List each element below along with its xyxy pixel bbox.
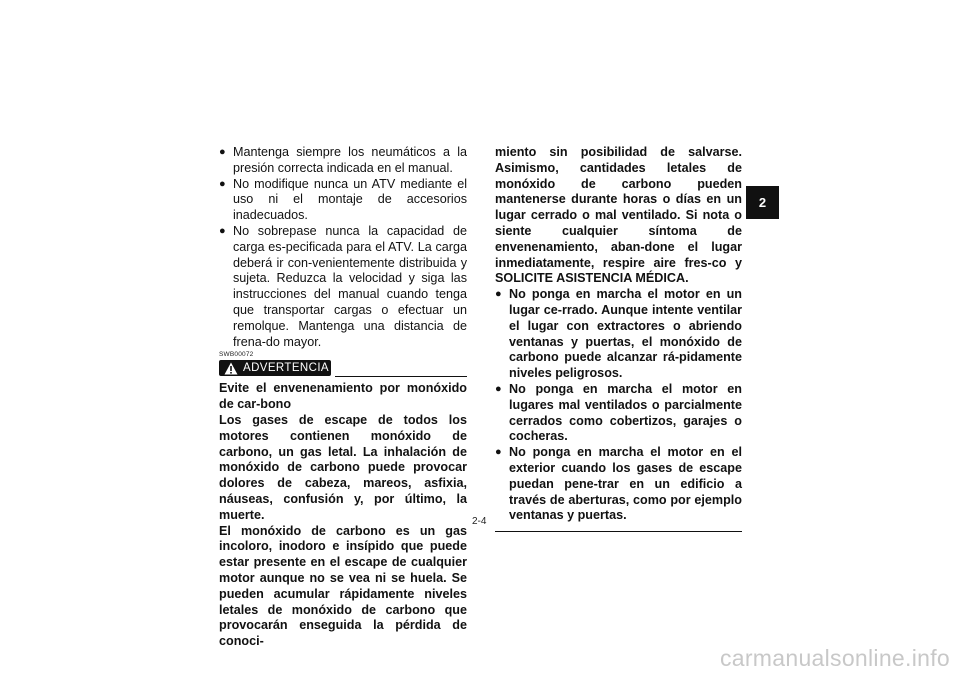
warning-paragraph: miento sin posibilidad de salvarse. Asimismo, cantidades letales de monóxido de carbono pueden mantenerse durante horas o días en un lugar cerrado o mal ventilado. Si nota o siente cualquier síntoma de envenenamiento, aban-done el lugar inmediatamente, respire aire fres-co y SOLICITE ASISTENCIA MÉDICA. <box>495 145 742 286</box>
list-item: ● No ponga en marcha el motor en lugares mal ventilados o parcialmente cerrados como cobertizos, garajes o cocheras. <box>495 381 742 444</box>
list-item: ● Mantenga siempre los neumáticos a la presión correcta indicada en el manual. <box>219 145 467 175</box>
list-item: ● No modifique nunca un ATV mediante el uso ni el montaje de accesorios inadecuados. <box>219 176 467 223</box>
warning-label: ADVERTENCIA <box>243 362 329 375</box>
left-column <box>219 145 467 650</box>
bullet-icon: ● <box>495 446 502 459</box>
bullet-icon: ● <box>495 382 502 395</box>
warning-rule <box>335 376 467 377</box>
chapter-tab: 2 <box>746 186 779 219</box>
warning-triangle-icon <box>224 362 238 375</box>
warning-bullet-list <box>495 287 742 524</box>
list-item: ● No ponga en marcha el motor en un lugar ce-rrado. Aunque intente ventilar el lugar con extractores o abriendo ventanas y puertas, el monóxido de carbono puede alcanzar rá-pidamente niveles peligrosos. <box>495 287 742 381</box>
bullet-icon: ● <box>219 177 226 190</box>
warning-badge <box>219 360 331 376</box>
right-column <box>495 145 742 532</box>
bullet-icon: ● <box>495 288 502 301</box>
warning-header <box>219 360 467 378</box>
warning-paragraph: Los gases de escape de todos los motores contienen monóxido de carbono, un gas letal. La inhalación de monóxido de carbono puede provocar dolores de cabeza, mareos, asfixia, náuseas, confusión y, por último, la muerte. <box>219 412 467 522</box>
bullet-icon: ● <box>219 146 226 158</box>
warning-end-rule <box>495 531 742 532</box>
list-item: ● No sobrepase nunca la capacidad de carga es-pecificada para el ATV. La carga deberá ir con-venientemente distribuida y sujeta. Reduzca la velocidad y siga las instrucciones del manual cuando tenga que transportar cargas o efectuar un remolque. Mantenga una distancia de frena-do mayor. <box>219 223 467 349</box>
warning-code: SWB00072 <box>219 351 254 359</box>
page-number: 2-4 <box>472 516 487 527</box>
watermark: carmanualsonline.info <box>719 645 950 671</box>
warning-title: Evite el envenenamiento por monóxido de car-bono <box>219 381 467 412</box>
warning-paragraph: El monóxido de carbono es un gas incoloro, inodoro e insípido que puede estar presente en el escape de cualquier motor aunque no se vea ni se huela. Se pueden acumular rápidamente niveles letales de monóxido de carbono que provocarán enseguida la pérdida de conoci- <box>219 523 467 649</box>
list-item: ● No ponga en marcha el motor en el exterior cuando los gases de escape puedan pene-trar en un edificio a través de aberturas, como por ejemplo ventanas y puertas. <box>495 445 742 523</box>
bullet-icon: ● <box>219 224 226 237</box>
safety-bullet-list <box>219 145 467 350</box>
